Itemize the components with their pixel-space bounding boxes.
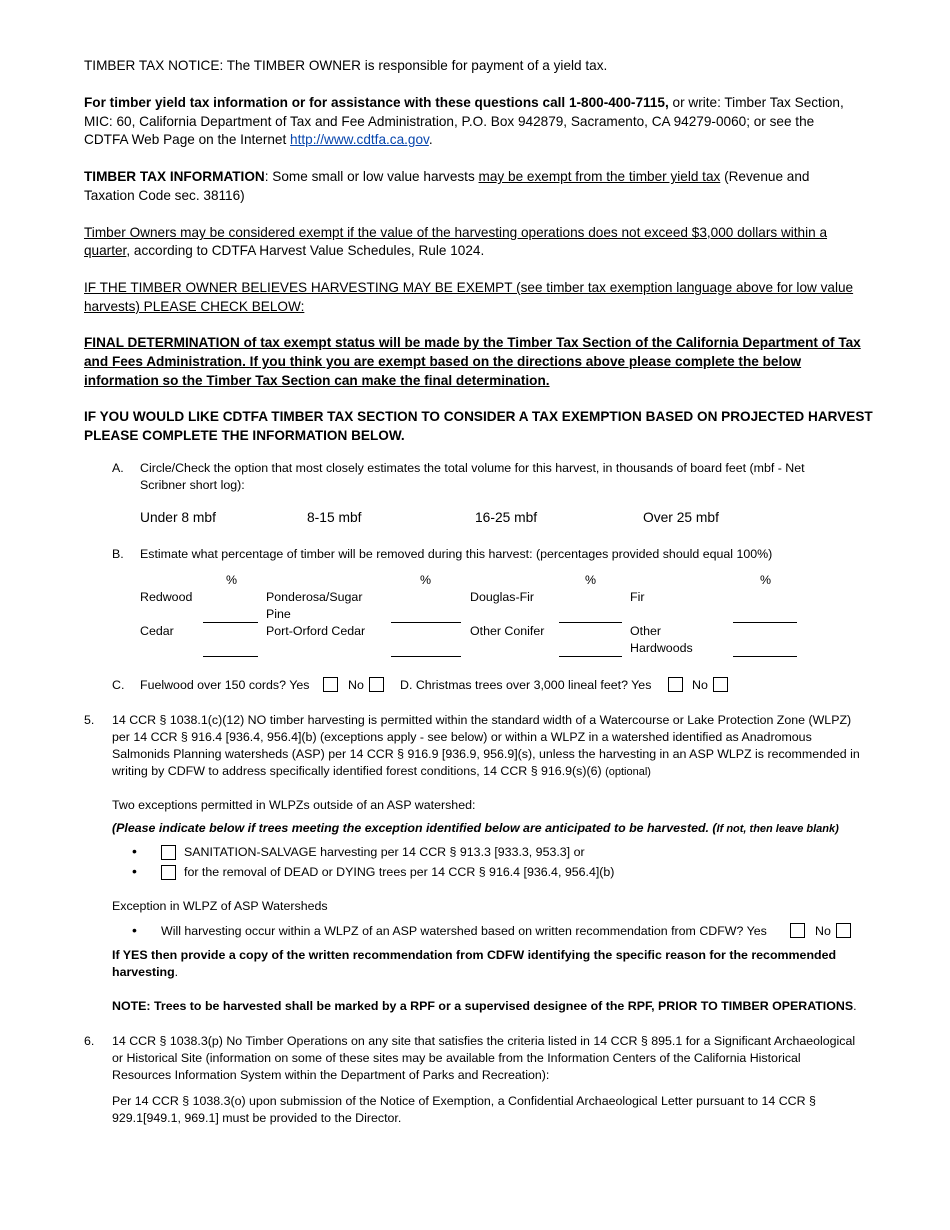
if-yes-period: .: [174, 965, 179, 979]
tax-info-line-2: Taxation Code sec. 38116): [84, 188, 245, 203]
contact-line-3: [84, 130, 433, 149]
believe-exempt-line-2: harvests) PLEASE CHECK BELOW:: [84, 299, 305, 314]
redwood-percent-field[interactable]: [203, 622, 258, 623]
optional-note: (optional): [605, 766, 651, 778]
item-5-line-1: 14 CCR § 1038.1(c)(12) NO timber harvesting is permitted within the standard width of a Watercourse or Lake Protection Zone (WLPZ): [112, 713, 852, 727]
fuelwood-no-label: No: [348, 678, 364, 692]
other-conifer-percent-field[interactable]: [559, 656, 622, 657]
tax-info-colon-text: : Some small or low value harvests: [264, 169, 479, 184]
tax-info-underlined: may be exempt from the timber yield tax: [478, 169, 721, 184]
species-redwood: Redwood: [140, 590, 193, 604]
contact-prefix: CDTFA Web Page on the Internet: [84, 132, 291, 147]
asp-no-checkbox[interactable]: [836, 923, 851, 938]
species-other-hardwoods-line-2: Hardwoods: [630, 641, 693, 655]
port-orford-percent-field[interactable]: [391, 656, 461, 657]
sanitation-salvage-checkbox[interactable]: [161, 845, 176, 860]
contact-suffix: .: [428, 132, 433, 147]
percent-label-3: %: [585, 573, 597, 587]
exempt-value-line-2: [84, 241, 484, 260]
item-6-line-1: 14 CCR § 1038.3(p) No Timber Operations on any site that satisfies the criteria listed in 14 CCR § 895.1 for a Significant Archaeological: [112, 1034, 856, 1048]
bullet-dot-3: •: [132, 922, 137, 938]
ponderosa-percent-field[interactable]: [391, 622, 461, 623]
believe-exempt-line-1: IF THE TIMBER OWNER BELIEVES HARVESTING MAY BE EXEMPT (see timber tax exemption language above for low value: [84, 280, 854, 295]
item-c-letter: C.: [112, 678, 125, 692]
if-yes-line-1: If YES then provide a copy of the written recommendation from CDFW identifying the specific reason for the recommended: [112, 948, 837, 962]
species-other-hardwoods-line-1: Other: [630, 624, 661, 638]
item-6-line-2: or Historical Site (information on some of these sites may be available from the Information Centers of the California Historical: [112, 1051, 801, 1065]
volume-option-16-25[interactable]: 16-25 mbf: [475, 510, 538, 525]
item-a-letter: A.: [112, 461, 124, 475]
please-indicate-text: (Please indicate below if trees meeting the exception identified below are anticipated to be harvested. (: [112, 821, 717, 835]
item-b-letter: B.: [112, 547, 124, 561]
dead-dying-checkbox[interactable]: [161, 865, 176, 880]
christmas-trees-no-checkbox[interactable]: [713, 677, 728, 692]
if-yes-harvesting: harvesting: [112, 965, 175, 979]
christmas-trees-question: D. Christmas trees over 3,000 lineal feet? Yes: [400, 678, 652, 692]
note-line: [112, 998, 857, 1015]
douglas-fir-percent-field[interactable]: [559, 622, 622, 623]
dead-dying-label: for the removal of DEAD or DYING trees per 14 CCR § 916.4 [936.4, 956.4](b): [184, 865, 615, 879]
volume-option-over-25[interactable]: Over 25 mbf: [643, 510, 719, 525]
item-b-text: Estimate what percentage of timber will be removed during this harvest: (percentages provided should equal 100%): [140, 547, 773, 561]
bullet-dot-2: •: [132, 863, 137, 879]
christmas-trees-yes-checkbox[interactable]: [668, 677, 683, 692]
item-6-number: 6.: [84, 1034, 95, 1048]
item-5-line-4: [112, 763, 651, 781]
exempt-quarter: quarter: [84, 243, 127, 258]
exceptions-intro: Two exceptions permitted in WLPZs outside of an ASP watershed:: [112, 798, 476, 812]
consider-line-1: IF YOU WOULD LIKE CDTFA TIMBER TAX SECTION TO CONSIDER A TAX EXEMPTION BASED ON PROJECTED HARVEST: [84, 409, 873, 424]
please-indicate: [112, 820, 839, 838]
asp-no-label: No: [815, 924, 831, 938]
item-6-per-line-1: Per 14 CCR § 1038.3(o) upon submission of the Notice of Exemption, a Confidential Archaeological Letter pursuant to 14 CCR §: [112, 1094, 816, 1108]
note-period: .: [853, 999, 857, 1013]
note-text: NOTE: Trees to be harvested shall be marked by a RPF or a supervised designee of the RPF, PRIOR TO TIMBER OPERATIONS: [112, 999, 854, 1013]
final-determination-line-1: FINAL DETERMINATION of tax exempt status will be made by the Timber Tax Section of the California Department of Tax: [84, 335, 861, 350]
species-cedar: Cedar: [140, 624, 174, 638]
final-determination-line-3: information so the Timber Tax Section can make the final determination.: [84, 373, 550, 388]
percent-label-2: %: [420, 573, 432, 587]
item-6-line-3: Resources Information System within the Department of Parks and Recreation):: [112, 1068, 550, 1082]
asp-yes-checkbox[interactable]: [790, 923, 805, 938]
fuelwood-no-checkbox[interactable]: [369, 677, 384, 692]
cedar-percent-field[interactable]: [203, 656, 258, 657]
if-not-leave-blank: If not, then leave blank): [716, 823, 839, 835]
percent-label-4: %: [760, 573, 772, 587]
asp-heading: Exception in WLPZ of ASP Watersheds: [112, 899, 328, 913]
bullet-dot-1: •: [132, 843, 137, 859]
exempt-rule: , according to CDTFA Harvest Value Schedules, Rule 1024.: [126, 243, 485, 258]
contact-rest: or write: Timber Tax Section,: [668, 95, 844, 110]
final-determination-line-2: and Fees Administration. If you think you are exempt based on the directions above please complete the below: [84, 354, 802, 369]
volume-option-under-8[interactable]: Under 8 mbf: [140, 510, 216, 525]
christmas-trees-no-label: No: [692, 678, 708, 692]
item-5-line-4-text: writing by CDFW to address specifically identified forest conditions, 14 CCR § 916.9(s)(6): [112, 764, 606, 778]
item-5-number: 5.: [84, 713, 95, 727]
fir-percent-field[interactable]: [733, 622, 797, 623]
contact-line-2: MIC: 60, California Department of Tax and Fee Administration, P.O. Box 942879, Sacramento, CA 94279-0060; or see the: [84, 114, 815, 129]
exempt-value-line-1: Timber Owners may be considered exempt if the value of the harvesting operations does not exceed $3,000 dollars within a: [84, 225, 828, 240]
fuelwood-question: Fuelwood over 150 cords? Yes: [140, 678, 310, 692]
item-5-line-3: Salmonids Planning watersheds (ASP) per 14 CCR § 916.9 [936.9, 956.9](s), unless the harvesting in an ASP WLPZ is recommended in: [112, 747, 860, 761]
tax-info-rest: (Revenue and: [720, 169, 810, 184]
item-6-per-line-2: 929.1[949.1, 969.1] must be provided to the Director.: [112, 1111, 402, 1125]
percent-label-1: %: [226, 573, 238, 587]
tax-info-heading: TIMBER TAX INFORMATION: [84, 169, 265, 184]
if-yes-line-2: [112, 964, 178, 981]
species-douglas-fir: Douglas-Fir: [470, 590, 535, 604]
other-hardwoods-percent-field[interactable]: [733, 656, 797, 657]
contact-bold-intro: For timber yield tax information or for assistance with these questions call 1-800-400-7115,: [84, 95, 669, 110]
item-a-line-1: Circle/Check the option that most closely estimates the total volume for this harvest, in thousands of board feet (mbf - Net: [140, 461, 805, 475]
sanitation-salvage-label: SANITATION-SALVAGE harvesting per 14 CCR § 913.3 [933.3, 953.3] or: [184, 845, 585, 859]
asp-question: Will harvesting occur within a WLPZ of an ASP watershed based on written recommendation from CDFW? Yes: [161, 924, 767, 938]
timber-tax-notice: TIMBER TAX NOTICE: The TIMBER OWNER is responsible for payment of a yield tax.: [84, 58, 608, 73]
fuelwood-yes-checkbox[interactable]: [323, 677, 338, 692]
species-ponderosa-line-2: Pine: [266, 607, 291, 621]
cdtfa-web-link[interactable]: http://www.cdtfa.ca.gov: [290, 132, 429, 147]
species-ponderosa-line-1: Ponderosa/Sugar: [266, 590, 363, 604]
contact-line-1: [84, 93, 844, 112]
consider-line-2: PLEASE COMPLETE THE INFORMATION BELOW.: [84, 428, 405, 443]
species-port-orford-cedar: Port-Orford Cedar: [266, 624, 366, 638]
volume-option-8-15[interactable]: 8-15 mbf: [307, 510, 362, 525]
species-other-conifer: Other Conifer: [470, 624, 545, 638]
tax-info-line-1: [84, 167, 810, 186]
item-5-line-2: per 14 CCR § 916.4 [936.4, 956.4](b) (exceptions apply - see below) or within a WLPZ in a watershed identified as Anadromous: [112, 730, 812, 744]
species-fir: Fir: [630, 590, 645, 604]
item-a-line-2: Scribner short log):: [140, 478, 245, 492]
